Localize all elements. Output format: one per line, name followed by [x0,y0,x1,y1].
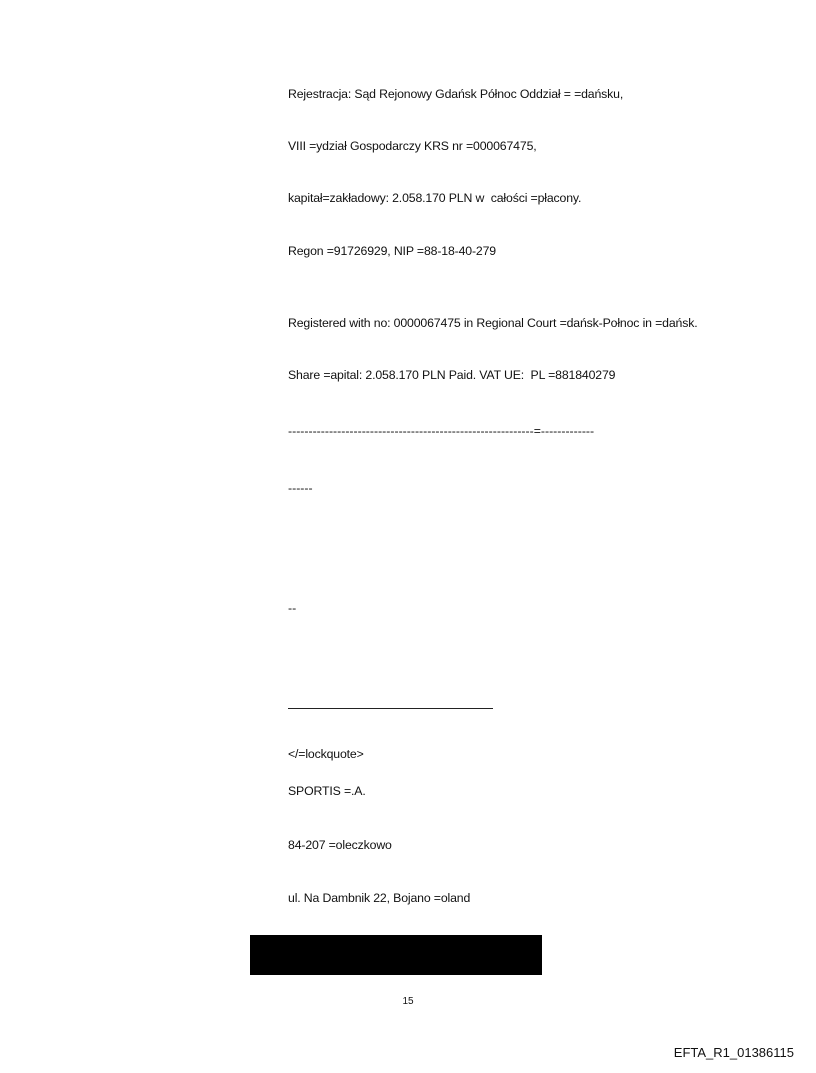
document-id: EFTA_R1_01386115 [673,1045,794,1060]
page-number: 15 [402,996,414,1007]
company-name: SPORTIS =.A. [288,784,366,798]
street-address: ul. Na Dambnik 22, Bojano =oland [288,891,471,905]
krs-line: VIII =ydział Gospodarczy KRS nr =000067475, [288,139,537,153]
registration-line: Rejestracja: Sąd Rejonowy Gdańsk Północ Oddział = =dańsku, [288,87,624,101]
dash-separator-long: ------------------------------------------------------------=------------- [288,424,595,438]
registered-court-line: Registered with no: 0000067475 in Regional Court =dańsk-Połnoc in =dańsk. [288,316,698,330]
share-capital-line-pl: kapitał=zakładowy: 2.058.170 PLN w całości =płacony. [288,191,582,205]
horizontal-rule [288,708,493,709]
postal-code-city: 84-207 =oleczkowo [288,838,392,852]
blockquote-end-tag: </=lockquote> [288,747,364,761]
dash-separator-short: ------ [288,481,313,495]
redaction-block [250,935,542,975]
regon-nip-line: Regon =91726929, NIP =88-18-40-279 [288,244,496,258]
share-capital-line-en: Share =apital: 2.058.170 PLN Paid. VAT UE: PL =881840279 [288,368,616,382]
signature-dashes: -- [288,601,297,615]
